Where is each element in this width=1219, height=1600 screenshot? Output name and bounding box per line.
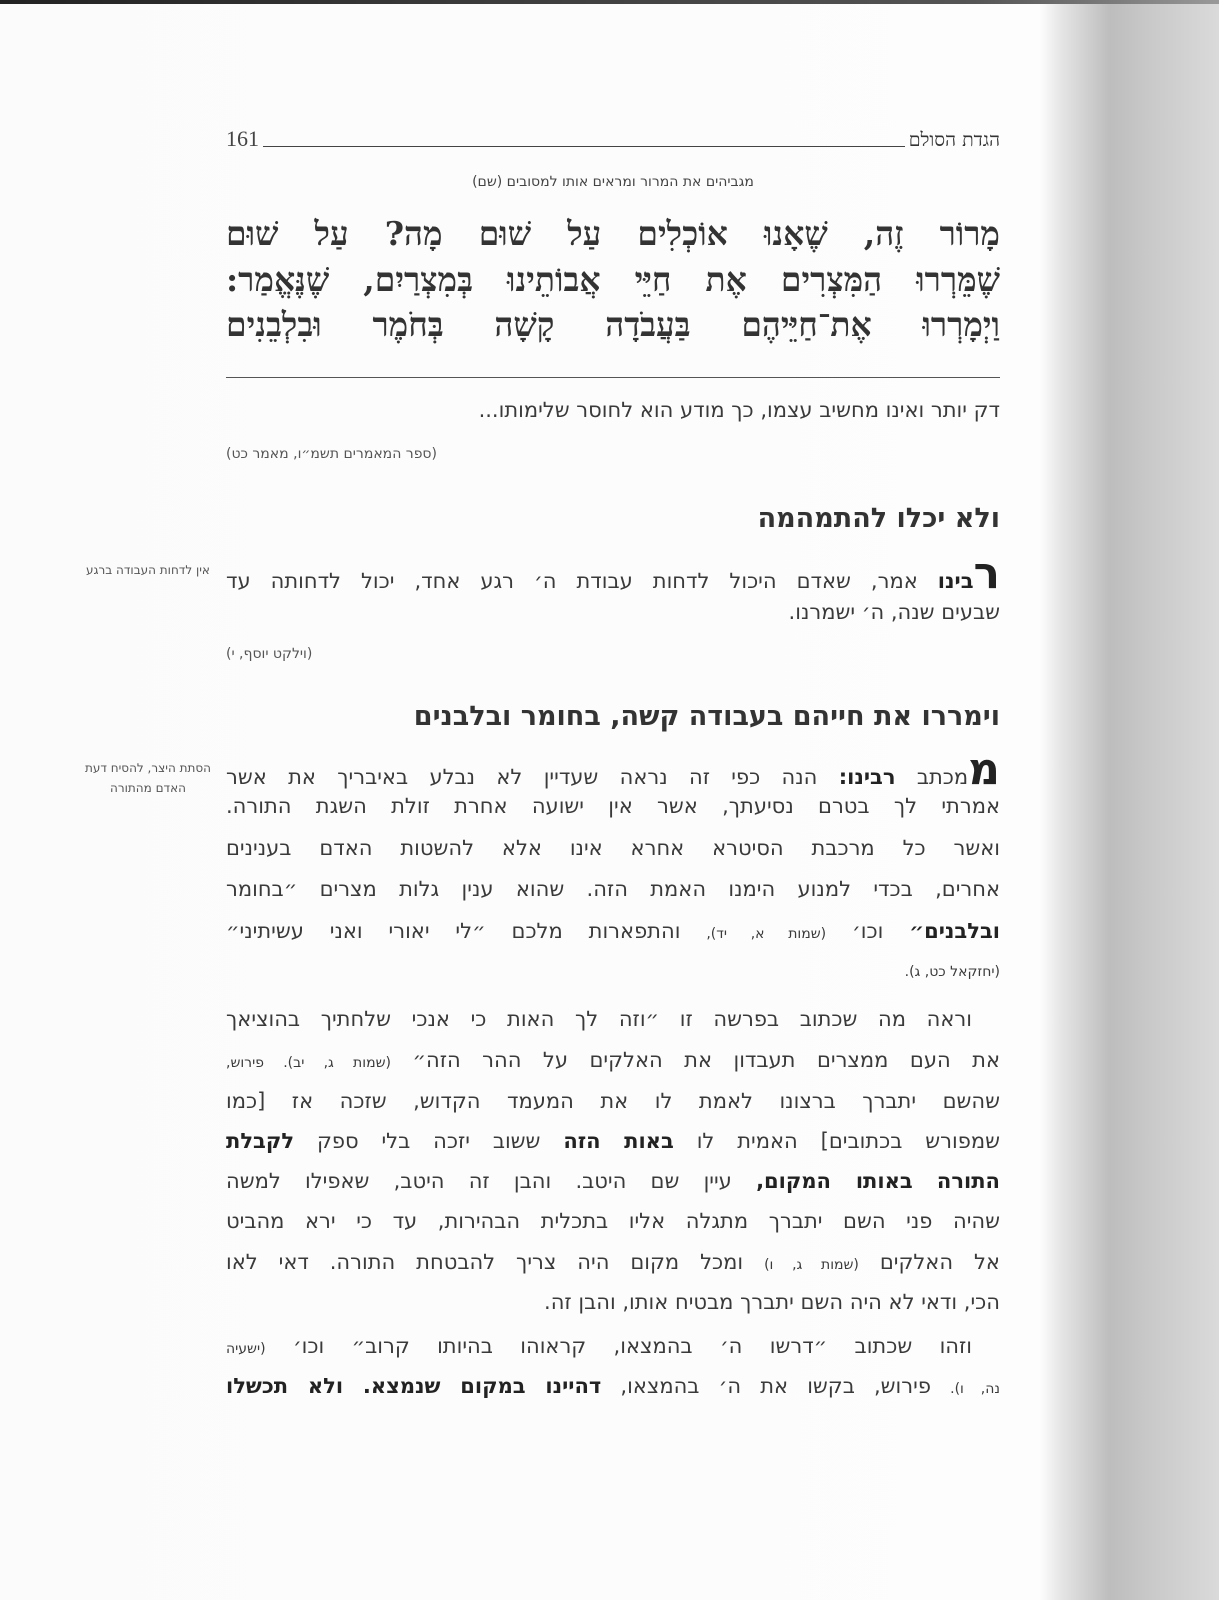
text: וזהו שכתוב ״דרשו ה׳ בהמצאו, קראוהו בהיותו קרוב״ וכו׳: [292, 1334, 973, 1358]
text: עיין שם היטב. והבן זה היטב, שאפילו למשה: [226, 1169, 732, 1193]
body-line: [226, 1048, 1000, 1072]
text: באות הזה: [563, 1129, 674, 1153]
page-number: 161: [226, 126, 259, 151]
source-citation: (ספר המאמרים תשמ״ו, מאמר כט): [226, 446, 437, 462]
reference: (שמות א, יד),: [706, 926, 827, 942]
reference: (יחזקאל כט, ג).: [904, 964, 1000, 980]
body-line: שבעים שנה, ה׳ ישמרנו.: [788, 600, 1000, 624]
margin-note: הסתת היצר, להסיח דעת האדם מהתורה: [85, 761, 211, 795]
body-line: [226, 919, 1000, 943]
text: התורה: [936, 1169, 1000, 1193]
text: את העם ממצרים תעבדון את האלקים על ההר הזה״: [412, 1048, 1000, 1072]
drop-cap: מ: [968, 744, 1000, 795]
text: וראה מה שכתוב בפרשה זו ״וזה לך האות כי אנכי שלחתיך בהוציאך: [226, 1007, 972, 1031]
drop-cap: ר: [973, 548, 1000, 599]
haggadah-line: מָרוֹר זֶה, שֶׁאָנוּ אוֹכְלִים עַל שׁוּם מָה? עַל שׁוּם: [226, 214, 1000, 253]
header-rule: [263, 146, 905, 147]
body-line: הכי, ודאי לא היה השם יתברך מבטיח אותו, והבן זה.: [544, 1290, 1000, 1314]
body-line: [226, 1129, 1000, 1153]
text: הנה כפי זה נראה שעדיין לא נבלע באיבריך את אשר: [226, 765, 818, 789]
body-line: [226, 1374, 1000, 1398]
body-line: [226, 548, 1000, 599]
text: וכו׳: [852, 919, 884, 943]
text: אל האלקים: [879, 1250, 1000, 1274]
continuation-line: דק יותר ואינו מחשיב עצמו, כך מודע הוא לחוסר שלימותו...: [478, 398, 1000, 422]
margin-note: אין לדחות העבודה ברגע: [86, 563, 210, 577]
divider: [226, 377, 1000, 378]
reference: (שמות ג, יב). פירוש,: [226, 1055, 391, 1071]
lead-word: רבינו:: [838, 765, 896, 789]
body-line: ואשר כל מרכבת הסיטרא אחרא אינו אלא להשטות האדם בענינים: [226, 836, 1000, 860]
instruction: מגביהים את המרור ומראים אותו למסובים (שם): [472, 174, 754, 190]
text: מכתב: [916, 765, 969, 789]
section-heading: ולא יכלו להתמהמה: [757, 503, 1000, 534]
running-header: [226, 122, 1000, 152]
text: אמר, שאדם היכול לדחות עבודת ה׳ רגע אחד, יכול לדחותה עד: [226, 569, 918, 593]
text: והתפארות מלכם ״לי יאורי ואני עשיתיני״: [226, 919, 681, 943]
lead-word: בינו: [937, 569, 974, 593]
book-title: הגדת הסולם: [908, 129, 1000, 151]
text: לקבלת: [226, 1129, 295, 1153]
text: דהיינו במקום שנמצא. ולא תכשלו: [226, 1374, 602, 1398]
text: ובלבנים״: [909, 919, 1000, 943]
body-line: אחרים, בכדי למנוע הימנו האמת הזה. שהוא ענין גלות מצרים ״בחומר: [226, 877, 1000, 901]
text: ששוב יזכה בלי ספק: [316, 1129, 541, 1153]
body-line: שהיה פני השם יתברך מתגלה אליו בתכלית הבהירות, עד כי ירא מהביט: [226, 1209, 1000, 1233]
text: שמפורש בכתובים] האמית לו: [696, 1129, 1000, 1153]
haggadah-line: וַיְמָרְרוּ אֶת־חַיֵּיהֶם בַּעֲבֹדָה קָשָׁה בְּחֹמֶר וּבִלְבֵנִים: [226, 305, 1000, 344]
text: באותו המקום,: [756, 1169, 913, 1193]
text: ומכל מקום היה צריך להבטחת התורה. דאי לאו: [226, 1250, 744, 1274]
reference: (שמות ג, ו): [764, 1257, 859, 1273]
page-top-edge: [0, 0, 1219, 4]
reference: (ישעיה: [226, 1341, 266, 1357]
body-line: אמרתי לך בטרם נסיעתך, אשר אין ישועה אחרת זולת השגת התורה.: [226, 794, 1000, 818]
section-heading: וימררו את חייהם בעבודה קשה, בחומר ובלבנים: [413, 701, 1000, 732]
body-line: [226, 1169, 1000, 1193]
body-line: [226, 1007, 1000, 1031]
body-line: שהשם יתברך ברצונו לאמת לו את המעמד הקדוש, שזכה אז [כמו: [226, 1089, 1000, 1113]
body-line: [226, 1250, 1000, 1274]
body-line: [226, 1334, 1000, 1358]
source-citation: (וילקט יוסף, י): [226, 646, 313, 662]
reference: נה, ו).: [950, 1381, 1000, 1397]
body-line: [226, 744, 1000, 795]
haggadah-line: שֶׁמֵּרְרוּ הַמִּצְרִים אֶת חַיֵּי אֲבוֹתֵינוּ בְּמִצְרַיִם, שֶׁנֶּאֱמַר:: [226, 260, 1000, 299]
text: פירוש, בקשו את ה׳ בהמצאו,: [620, 1374, 931, 1398]
